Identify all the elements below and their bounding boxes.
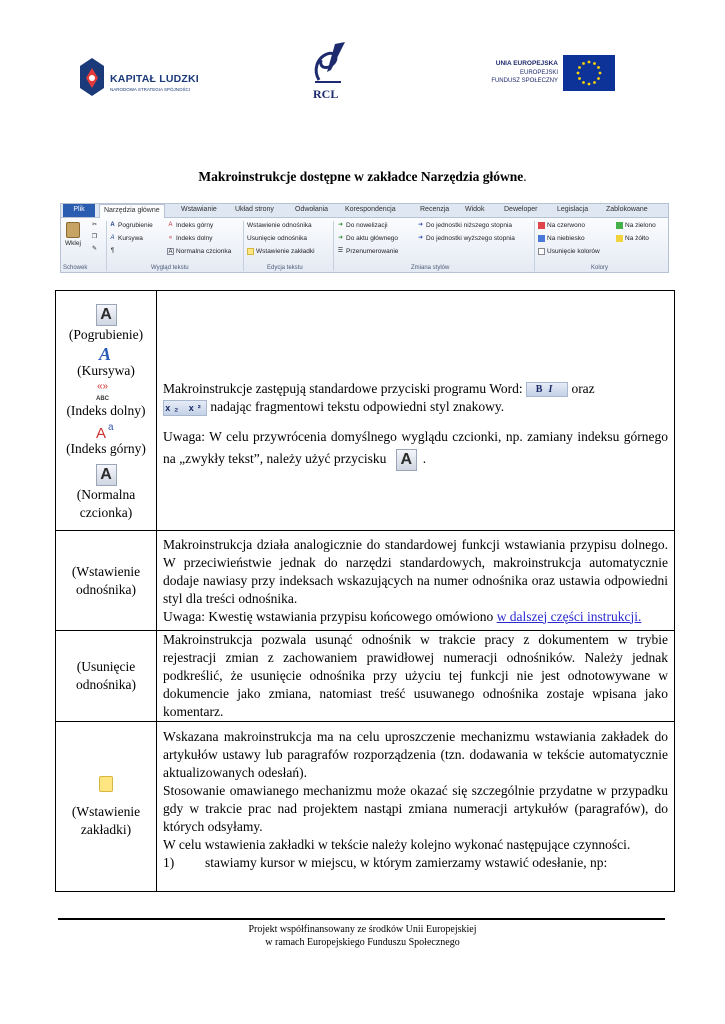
group-wyglad-tekstu: Wygląd tekstu: [151, 265, 189, 271]
label-normalna-czcionka: (Normalna czcionka): [76, 486, 136, 520]
group-edycja-tekstu: Edycja tekstu: [267, 265, 303, 271]
ribbon-na-zielono-label: Na zielono: [625, 222, 656, 229]
tab-deweloper[interactable]: Deweloper: [504, 206, 538, 213]
row3-description: Makroinstrukcja pozwala usunąć odnośnik w trakcie pracy z dokumentem w trybie rejestracji zmian z zachowaniem prawidłowej numeracji odnośników. Należy jednak podkreślić, że usunięcie odnośnika przy użyciu tej funkcji nie jest odnotowywane w dokumencie jako zmiana, natomiast treść usuwanego odnośnika zostaje wpisana jako komentarz.: [157, 631, 675, 722]
word-ribbon: [60, 203, 669, 273]
ribbon-na-czerwono-button[interactable]: [538, 222, 585, 229]
ribbon-na-zielono-button[interactable]: [616, 222, 656, 229]
eu-logo-line3: FUNDUSZ SPOŁECZNY: [491, 78, 558, 84]
ribbon-do-nowelizacji-button[interactable]: [337, 222, 388, 229]
kapital-ludzki-name: KAPITAŁ LUDZKI: [110, 73, 199, 85]
ribbon-pogrubienie-label: Pogrubienie: [118, 222, 153, 229]
tab-wstawianie[interactable]: Wstawianie: [181, 206, 217, 213]
ribbon-indeks-gorny-button[interactable]: [167, 222, 213, 229]
ribbon-nizszy-stopien-button[interactable]: [417, 222, 512, 229]
tab-uklad-strony[interactable]: Układ strony: [235, 206, 274, 213]
svg-text:A: A: [96, 424, 107, 440]
row1-p1b: oraz: [571, 381, 595, 397]
pilcrow-icon: ¶: [110, 248, 115, 254]
label-pogrubienie: (Pogrubienie): [68, 326, 144, 342]
ribbon-pogrubienie-button[interactable]: [109, 222, 153, 229]
eu-logo-line2: EUROPEJSKI: [519, 70, 558, 76]
normal-font-icon: A: [168, 249, 173, 255]
subscript-superscript-buttons-icon: x₂ x²: [163, 400, 207, 416]
ribbon-do-nowelizacji-label: Do nowelizacji: [346, 222, 388, 229]
rcl-emblem-icon: [305, 40, 355, 88]
subscript-icon: «: [168, 235, 173, 241]
label-indeks-dolny: (Indeks dolny): [66, 402, 146, 418]
scissors-icon: ✂: [91, 222, 98, 228]
page-title-text: Makroinstrukcje dostępne w zakładce Narzędzia główne: [198, 169, 524, 184]
bold-a-icon: A: [96, 304, 117, 326]
table-row: [56, 722, 675, 892]
normal-font-icon: A: [396, 449, 417, 471]
row4-label: (Wstawienie zakładki): [71, 803, 141, 837]
ribbon-usuniecie-kolorow-label: Usunięcie kolorów: [547, 248, 600, 255]
ribbon-indeks-dolny-label: Indeks dolny: [176, 235, 213, 242]
ribbon-usuniecie-odnosnika-label: Usunięcie odnośnika: [247, 235, 307, 242]
list-icon: ☰: [337, 248, 344, 254]
ribbon-separator: [106, 221, 107, 271]
row4-p1: Wskazana makroinstrukcja ma na celu uproszczenie mechanizmu wstawiania zakładek do artykułów ustawy lub paragrafów rozporządzenia (tzn. dodawania w tekście automatycznie aktualizowanych odesłań).: [163, 728, 668, 780]
row1-p2a: Uwaga: W celu przywrócenia domyślnego wyglądu czcionki, np. zamiany indeksu górnego na „zwykły tekst”, należy użyć przycisku: [163, 429, 668, 467]
paste-button[interactable]: [65, 222, 81, 247]
row2-label: (Wstawienie odnośnika): [56, 531, 157, 631]
ribbon-na-zolto-label: Na żółto: [625, 235, 649, 242]
ribbon-przenumerowanie-label: Przenumerowanie: [346, 248, 399, 255]
row4-item-number: 1): [163, 854, 175, 870]
subscript-abc-icon: [94, 380, 118, 402]
ribbon-indeks-dolny-button[interactable]: [167, 235, 213, 242]
normal-font-icon: A: [96, 464, 117, 486]
eu-logo-line1: UNIA EUROPEJSKA: [495, 60, 558, 67]
row4-label-cell: [56, 722, 157, 892]
superscript-icon: A: [168, 222, 173, 228]
ribbon-wstawienie-odnosnika-label: Wstawienie odnośnika: [247, 222, 312, 229]
superscript-a-icon: [94, 420, 118, 440]
row1-description: [157, 291, 675, 531]
ribbon-przenumerowanie-button[interactable]: [337, 248, 398, 255]
cut-button[interactable]: [91, 222, 100, 229]
svg-text:ABC: ABC: [96, 395, 109, 402]
ribbon-wstawienie-zakladki-label: Wstawienie zakładki: [256, 248, 315, 255]
ribbon-do-aktu-glownego-label: Do aktu głównego: [346, 235, 399, 242]
tab-korespondencja[interactable]: Korespondencja: [345, 206, 396, 213]
row1-p2b: .: [422, 451, 427, 467]
rcl-logo-text: RCL: [313, 87, 339, 101]
tab-plik[interactable]: Plik: [63, 204, 95, 217]
row2-note: Uwaga: Kwestię wstawiania przypisu końcowego omówiono: [163, 608, 494, 624]
paste-label: Wklej: [65, 240, 81, 247]
footer-line2: w ramach Europejskiego Funduszu Społecznego: [265, 936, 460, 948]
table-row: [56, 631, 675, 722]
row2-link[interactable]: w dalszej części instrukcji.: [496, 608, 642, 624]
brush-icon: ✎: [91, 246, 98, 252]
group-schowek: Schowek: [63, 265, 88, 271]
white-swatch-icon: [538, 248, 545, 255]
blue-arrow-icon: ➜: [417, 235, 424, 241]
row4-p2: Stosowanie omawianego mechanizmu może okazać się szczególnie przydatne w przypadku gdy w trakcie prac nad projektem nastąpi zmiana numeracji artykułów (paragrafów), do których odsyłamy.: [163, 782, 668, 834]
clipboard-icon: [66, 222, 80, 238]
ribbon-na-czerwono-label: Na czerwono: [547, 222, 585, 229]
row2-description: [157, 531, 675, 631]
row4-p3: W celu wstawienia zakładki w tekście należy kolejno wykonać następujące czynności.: [163, 836, 631, 852]
bold-italic-buttons-icon: BI: [526, 382, 568, 397]
ribbon-separator: [243, 221, 244, 271]
ribbon-kursywa-button[interactable]: [109, 235, 143, 242]
format-painter-button[interactable]: [91, 246, 100, 253]
svg-text:«»: «»: [97, 380, 109, 392]
row1-label-cell: [56, 291, 157, 531]
group-kolory: Kolory: [591, 265, 609, 271]
svg-text:a: a: [108, 421, 114, 433]
row3-label: (Usunięcie odnośnika): [56, 631, 157, 722]
ribbon-do-aktu-glownego-button[interactable]: [337, 235, 398, 242]
italic-a-icon: [95, 344, 117, 362]
tab-narzedzia-glowne[interactable]: Narzędzia główne: [99, 204, 165, 219]
row1-p1c: nadając fragmentowi tekstu odpowiedni styl znakowy.: [210, 399, 505, 415]
footer-divider: [58, 918, 665, 920]
green-arrow-icon: ➜: [337, 222, 344, 228]
ribbon-pilcrow-button[interactable]: [109, 248, 118, 255]
blue-swatch-icon: [538, 235, 545, 242]
footer-line1: Projekt współfinansowany ze środków Unii Europejskiej: [248, 924, 477, 935]
svg-text:A: A: [99, 343, 112, 362]
page-title-period: .: [523, 169, 527, 184]
red-swatch-icon: [538, 222, 545, 229]
row4-description: [157, 722, 675, 892]
ribbon-wyzszy-stopien-button[interactable]: [417, 235, 515, 242]
ribbon-separator: [534, 221, 535, 271]
kapital-ludzki-logo: [80, 58, 200, 100]
ribbon-na-niebiesko-label: Na niebiesko: [547, 235, 585, 242]
tab-zablokowane[interactable]: Zablokowane: [606, 206, 648, 213]
rcl-logo: [305, 40, 355, 105]
table-row: [56, 291, 675, 531]
bookmark-icon: [247, 248, 254, 255]
ribbon-kursywa-label: Kursywa: [118, 235, 143, 242]
bold-a-icon: A: [110, 222, 115, 228]
green-swatch-icon: [616, 222, 623, 229]
ribbon-usuniecie-odnosnika-button[interactable]: [247, 235, 307, 242]
table-row: [56, 531, 675, 631]
kapital-ludzki-mark-icon: [80, 58, 104, 96]
copy-icon: ❐: [91, 234, 98, 240]
ribbon-wyzszy-stopien-label: Do jednostki wyższego stopnia: [426, 235, 515, 242]
group-zmiana-stylow: Zmiana stylów: [411, 265, 450, 271]
ribbon-na-zolto-button[interactable]: [616, 235, 649, 242]
tab-odwolania[interactable]: Odwołania: [295, 206, 329, 213]
ribbon-tabs: [61, 204, 668, 218]
eu-flag-icon: [563, 55, 615, 91]
blue-arrow-icon: ➜: [417, 222, 424, 228]
tab-legislacja[interactable]: Legislacja: [557, 206, 589, 213]
eu-logo: [470, 55, 615, 95]
green-arrow-icon: ➜: [337, 235, 344, 241]
row1-p1a: Makroinstrukcje zastępują standardowe przyciski programu Word:: [163, 381, 523, 397]
ribbon-wstawienie-zakladki-button[interactable]: [247, 248, 315, 255]
label-indeks-gorny: (Indeks górny): [66, 440, 146, 456]
ribbon-indeks-gorny-label: Indeks górny: [176, 222, 214, 229]
page-title: [0, 169, 725, 185]
ribbon-separator: [333, 221, 334, 271]
footer: [0, 924, 725, 949]
copy-button[interactable]: [91, 234, 100, 241]
tab-widok[interactable]: Widok: [465, 206, 485, 213]
ribbon-nizszy-stopien-label: Do jednostki niższego stopnia: [426, 222, 512, 229]
row4-item-text: stawiamy kursor w miejscu, w którym zamierzamy wstawić odesłanie, np:: [205, 854, 608, 870]
tab-recenzja[interactable]: Recenzja: [420, 206, 450, 213]
ribbon-na-niebiesko-button[interactable]: [538, 235, 585, 242]
row2-text: Makroinstrukcja działa analogicznie do standardowej funkcji wstawiania przypisu dolnego. W przeciwieństwie jednak do narzędzi standardowych, makroinstrukcja automatycznie dodaje nawiasy przy indeksach wskazujących na numer odnośnika oraz ustawia odpowiedni styl dla treści odnośnika.: [163, 536, 668, 606]
bookmark-icon: [99, 776, 113, 792]
ribbon-usuniecie-kolorow-button[interactable]: [538, 248, 600, 255]
kapital-ludzki-tagline: NARODOWA STRATEGIA SPÓJNOŚCI: [110, 87, 191, 92]
ribbon-body: [61, 218, 668, 273]
ribbon-wstawienie-odnosnika-button[interactable]: [247, 222, 312, 229]
label-kursywa: (Kursywa): [77, 362, 135, 378]
ribbon-normalna-czcionka-button[interactable]: [167, 248, 231, 255]
macro-table: [55, 290, 675, 892]
yellow-swatch-icon: [616, 235, 623, 242]
italic-a-icon: A: [110, 235, 115, 241]
ribbon-normalna-czcionka-label: Normalna czcionka: [176, 248, 232, 255]
